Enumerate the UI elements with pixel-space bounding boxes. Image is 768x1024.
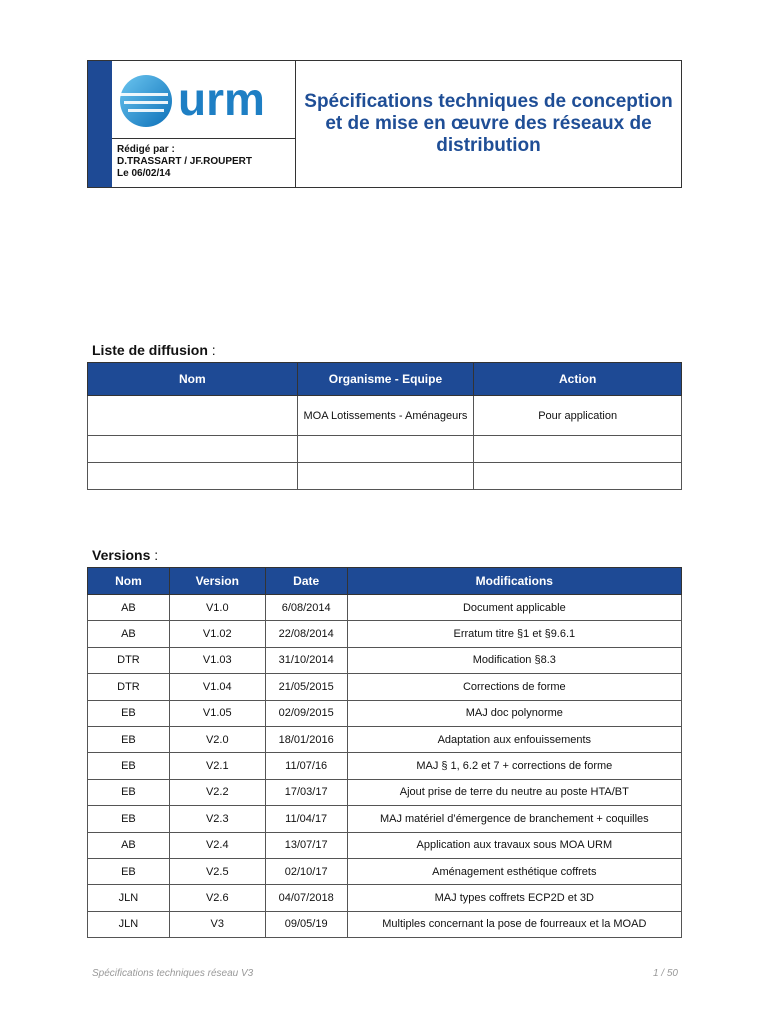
table-row	[88, 753, 682, 779]
table-cell: 21/05/2015	[265, 674, 347, 700]
table-cell: V2.6	[169, 885, 265, 911]
table-cell: MOA Lotissements - Aménageurs	[297, 396, 474, 436]
table-row	[88, 779, 682, 805]
table-cell: MAJ types coffrets ECP2D et 3D	[347, 885, 681, 911]
table-row	[88, 396, 682, 436]
table-cell: V2.2	[169, 779, 265, 805]
table-cell: V1.03	[169, 647, 265, 673]
table-cell: 6/08/2014	[265, 595, 347, 621]
table-cell: 02/10/17	[265, 858, 347, 884]
table-cell: V2.4	[169, 832, 265, 858]
document-title: Spécifications techniques de conception et de mise en œuvre des réseaux de distribution	[304, 91, 673, 156]
table-cell: V2.5	[169, 858, 265, 884]
table-cell: EB	[88, 726, 170, 752]
table-row	[88, 911, 682, 937]
footer-doc-name: Spécifications techniques réseau V3	[92, 968, 254, 979]
header-stripe	[88, 61, 112, 187]
table-row	[88, 858, 682, 884]
urm-logo	[112, 61, 295, 139]
table-cell: V1.05	[169, 700, 265, 726]
table-cell: Corrections de forme	[347, 674, 681, 700]
table-cell: DTR	[88, 674, 170, 700]
table-cell: Ajout prise de terre du neutre au poste HTA/BT	[347, 779, 681, 805]
table-cell	[88, 396, 298, 436]
table-cell: V2.3	[169, 806, 265, 832]
table-cell: 13/07/17	[265, 832, 347, 858]
table-cell: AB	[88, 621, 170, 647]
table-cell: V2.0	[169, 726, 265, 752]
table-cell: 18/01/2016	[265, 726, 347, 752]
table-cell	[297, 436, 474, 463]
authors: D.TRASSART / JF.ROUPERT	[117, 156, 253, 167]
header-left-panel	[112, 61, 296, 187]
table-cell: DTR	[88, 647, 170, 673]
diffusion-colon: :	[211, 342, 216, 358]
table-cell: MAJ § 1, 6.2 et 7 + corrections de forme	[347, 753, 681, 779]
table-cell: Document applicable	[347, 595, 681, 621]
table-row	[88, 621, 682, 647]
table-cell: EB	[88, 700, 170, 726]
table-cell: AB	[88, 832, 170, 858]
table-cell: 02/09/2015	[265, 700, 347, 726]
table-cell: Adaptation aux enfouissements	[347, 726, 681, 752]
table-cell: EB	[88, 753, 170, 779]
table-cell: JLN	[88, 885, 170, 911]
table-row	[88, 726, 682, 752]
versions-heading	[92, 547, 158, 563]
diffusion-heading	[92, 342, 216, 358]
table-cell	[474, 436, 682, 463]
table-cell: V1.02	[169, 621, 265, 647]
table-cell: EB	[88, 806, 170, 832]
table-cell: 11/07/16	[265, 753, 347, 779]
table-row	[88, 436, 682, 463]
author-block	[112, 139, 295, 180]
document-header	[87, 60, 682, 188]
redige-label: Rédigé par :	[117, 144, 175, 155]
diffusion-title: Liste de diffusion	[92, 342, 208, 358]
table-cell: Erratum titre §1 et §9.6.1	[347, 621, 681, 647]
table-cell: JLN	[88, 911, 170, 937]
table-header-row	[88, 363, 682, 396]
table-cell	[88, 463, 298, 490]
table-cell: Application aux travaux sous MOA URM	[347, 832, 681, 858]
logo-text: urm	[178, 73, 265, 125]
table-cell: EB	[88, 779, 170, 805]
table-row	[88, 463, 682, 490]
table-row	[88, 885, 682, 911]
column-header: Date	[265, 568, 347, 595]
versions-colon: :	[154, 547, 159, 563]
table-cell: 09/05/19	[265, 911, 347, 937]
diffusion-table	[87, 362, 682, 490]
column-header: Organisme - Equipe	[297, 363, 474, 396]
table-cell: V1.04	[169, 674, 265, 700]
column-header: Modifications	[347, 568, 681, 595]
table-cell: Modification §8.3	[347, 647, 681, 673]
table-cell: MAJ doc polynorme	[347, 700, 681, 726]
table-row	[88, 647, 682, 673]
table-cell: EB	[88, 858, 170, 884]
versions-table	[87, 567, 682, 938]
document-title-cell	[296, 61, 681, 187]
table-cell: Aménagement esthétique coffrets	[347, 858, 681, 884]
table-cell: V2.1	[169, 753, 265, 779]
table-cell	[474, 463, 682, 490]
table-cell: 22/08/2014	[265, 621, 347, 647]
versions-title: Versions	[92, 547, 151, 563]
table-header-row	[88, 568, 682, 595]
column-header: Nom	[88, 568, 170, 595]
table-row	[88, 700, 682, 726]
column-header: Version	[169, 568, 265, 595]
date-line: Le 06/02/14	[117, 168, 171, 179]
table-cell	[88, 436, 298, 463]
table-cell	[297, 463, 474, 490]
table-row	[88, 674, 682, 700]
table-cell: MAJ matériel d’émergence de branchement + coquilles	[347, 806, 681, 832]
column-header: Nom	[88, 363, 298, 396]
table-cell: V1.0	[169, 595, 265, 621]
column-header: Action	[474, 363, 682, 396]
table-cell: 11/04/17	[265, 806, 347, 832]
table-row	[88, 806, 682, 832]
table-cell: 31/10/2014	[265, 647, 347, 673]
table-cell: 17/03/17	[265, 779, 347, 805]
table-row	[88, 595, 682, 621]
table-cell: AB	[88, 595, 170, 621]
table-row	[88, 832, 682, 858]
urm-logo-icon	[118, 71, 290, 131]
table-cell: 04/07/2018	[265, 885, 347, 911]
table-cell: V3	[169, 911, 265, 937]
footer-page-number: 1 / 50	[652, 968, 678, 979]
table-cell: Pour application	[474, 396, 682, 436]
table-cell: Multiples concernant la pose de fourreaux et la MOAD	[347, 911, 681, 937]
